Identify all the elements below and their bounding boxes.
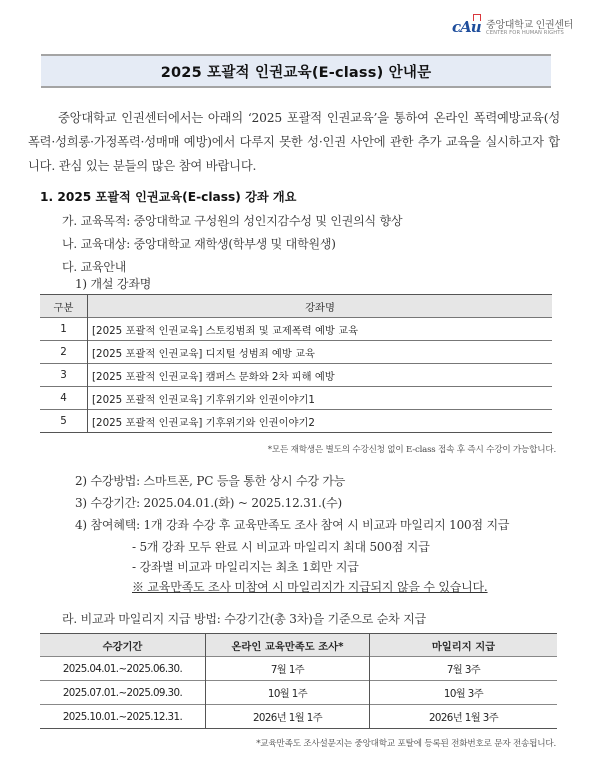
course-name: [2025 포괄적 인권교육] 스토킹범죄 및 교제폭력 예방 교육 — [92, 324, 359, 337]
course-table-header — [40, 295, 552, 318]
survey-cell: 7월 1주 — [206, 657, 370, 681]
benefit-bullet-max: - 5개 강좌 모두 완료 시 비교과 마일리지 최대 500점 지급 — [132, 540, 430, 554]
table-row — [40, 364, 552, 387]
course-num: 1 — [40, 318, 88, 341]
header-survey: 온라인 교육만족도 조사* — [206, 634, 370, 657]
cau-human-rights-logo — [452, 12, 601, 42]
education-guide: 다. 교육안내 — [62, 260, 127, 274]
study-period: 3) 수강기간: 2025.04.01.(화) ~ 2025.12.31.(수) — [75, 496, 342, 510]
survey-cell: 10월 1주 — [206, 681, 370, 705]
course-num: 4 — [40, 387, 88, 410]
table-row — [40, 705, 557, 729]
logo-korean-name: 중앙대학교 인권센터 — [486, 20, 574, 31]
header-course-name: 강좌명 — [305, 301, 335, 314]
payment-cell: 2026년 1월 3주 — [428, 712, 499, 724]
title-banner — [41, 54, 551, 88]
survey-warning: ※ 교육만족도 조사 미참여 시 마일리지가 지급되지 않을 수 있습니다. — [132, 580, 488, 594]
section-1-heading: 1. 2025 포괄적 인권교육(E-class) 강좌 개요 — [40, 190, 297, 204]
participation-benefit: 4) 참여혜택: 1개 강좌 수강 후 교육만족도 조사 참여 시 비교과 마일리지 100점 지급 — [75, 518, 510, 532]
mileage-table — [40, 633, 557, 729]
mileage-table-note: *교육만족도 조사설문지는 중앙대학교 포탈에 등록된 전화번호로 문자 전송됩니다. — [256, 739, 556, 749]
course-name: [2025 포괄적 인권교육] 기후위기와 인권이야기1 — [92, 393, 315, 406]
period-cell: 2025.07.01.~2025.09.30. — [40, 681, 206, 705]
course-num: 2 — [40, 341, 88, 364]
table-row — [40, 410, 552, 433]
header-payment: 마일리지 지급 — [431, 640, 496, 653]
table-row — [40, 387, 552, 410]
table-row — [40, 657, 557, 681]
course-name: [2025 포괄적 인권교육] 기후위기와 인권이야기2 — [92, 416, 315, 429]
mileage-table-header — [40, 634, 557, 657]
table-row — [40, 341, 552, 364]
education-purpose: 가. 교육목적: 중앙대학교 구성원의 성인지감수성 및 인권의식 향상 — [62, 214, 403, 228]
header-period: 수강기간 — [40, 634, 206, 657]
header-category: 구분 — [40, 295, 88, 318]
education-target: 나. 교육대상: 중앙대학교 재학생(학부생 및 대학원생) — [62, 237, 336, 251]
payment-cell: 7월 3주 — [446, 664, 481, 676]
period-cell: 2025.04.01.~2025.06.30. — [40, 657, 206, 681]
intro-text: 중앙대학교 인권센터에서는 아래의 ‘2025 포괄적 인권교육’을 통하여 온라인 폭력예방교육(성폭력·성희롱·가정폭력·성매매 예방)에서 다루지 못한 성·인권 사안에 관한 추가 교육을 실시하고자 합니다. 관심 있는 분들의 많은 참여 바랍니다. — [28, 111, 560, 173]
mileage-method-heading: 라. 비교과 마일리지 지급 방법: 수강기간(총 3차)을 기준으로 순차 지급 — [62, 612, 426, 626]
course-list-heading: 1) 개설 강좌명 — [75, 277, 152, 291]
payment-cell: 10월 3주 — [443, 688, 484, 700]
cau-logo-mark: cAu — [452, 18, 481, 36]
study-method: 2) 수강방법: 스마트폰, PC 등을 통한 상시 수강 가능 — [75, 474, 346, 488]
course-num: 5 — [40, 410, 88, 433]
table-row — [40, 681, 557, 705]
course-name: [2025 포괄적 인권교육] 디지털 성범죄 예방 교육 — [92, 347, 315, 360]
logo-english-name: CENTER FOR HUMAN RIGHTS — [486, 30, 564, 36]
logo-red-square-icon — [473, 14, 481, 21]
period-cell: 2025.10.01.~2025.12.31. — [40, 705, 206, 729]
page-title: 2025 포괄적 인권교육(E-class) 안내문 — [160, 64, 432, 81]
intro-paragraph — [28, 106, 560, 178]
course-table — [40, 294, 552, 433]
course-table-note: *모든 재학생은 별도의 수강신청 없이 E-class 접속 후 즉시 수강이 가능합니다. — [267, 445, 556, 455]
table-row — [40, 318, 552, 341]
course-name: [2025 포괄적 인권교육] 캠퍼스 문화와 2차 피해 예방 — [92, 370, 335, 383]
survey-cell: 2026년 1월 1주 — [206, 705, 370, 729]
benefit-bullet-once: - 강좌별 비교과 마일리지는 최초 1회만 지급 — [132, 560, 359, 574]
course-num: 3 — [40, 364, 88, 387]
